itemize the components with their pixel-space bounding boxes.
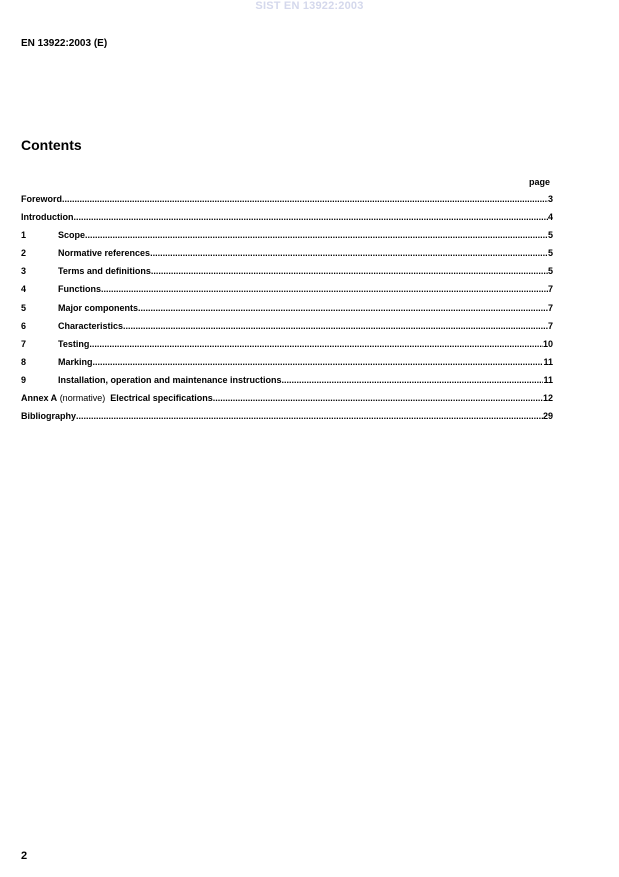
toc-entry-page: 7 xyxy=(547,302,553,313)
table-of-contents xyxy=(21,194,553,429)
watermark: SIST EN 13922:2003 xyxy=(255,0,364,12)
toc-leader-dots xyxy=(123,321,548,331)
toc-entry-page: 7 xyxy=(547,320,553,331)
toc-entry-label: Normative references xyxy=(58,248,151,259)
toc-entry-label: Scope xyxy=(58,230,86,241)
page-column-label: page xyxy=(528,177,550,187)
toc-entry-label: Marking xyxy=(58,356,93,367)
document-id: EN 13922:2003 (E) xyxy=(21,38,108,49)
toc-entry-label: Functions xyxy=(58,284,101,295)
toc-entry-testing[interactable] xyxy=(21,339,553,357)
toc-entry-scope[interactable] xyxy=(21,230,553,248)
toc-entry-page: 11 xyxy=(543,356,553,367)
toc-leader-dots xyxy=(93,357,544,367)
toc-entry-number: 3 xyxy=(21,266,27,277)
page-number: 2 xyxy=(21,850,28,862)
toc-entry-label: Characteristics xyxy=(58,320,124,331)
toc-entry-page: 11 xyxy=(543,374,553,385)
toc-entry-page: 10 xyxy=(542,338,553,349)
toc-entry-normative-references[interactable] xyxy=(21,248,553,266)
toc-entry-installation[interactable] xyxy=(21,375,553,393)
toc-entry-annex-a[interactable] xyxy=(21,393,553,411)
toc-entry-label: Foreword xyxy=(21,194,63,204)
toc-annex-qualifier: (normative) xyxy=(59,393,106,404)
toc-entry-number: 7 xyxy=(21,338,27,349)
toc-entry-number: 2 xyxy=(21,248,27,259)
toc-leader-dots xyxy=(138,303,548,313)
toc-entry-terms-and-definitions[interactable] xyxy=(21,266,553,284)
toc-entry-introduction[interactable] xyxy=(21,212,553,230)
toc-leader-dots xyxy=(151,266,548,276)
toc-leader-dots xyxy=(101,284,548,294)
toc-annex-label xyxy=(21,393,213,403)
toc-entry-number: 6 xyxy=(21,320,27,331)
toc-entry-label: Terms and definitions xyxy=(58,266,151,277)
toc-leader-dots xyxy=(89,339,543,349)
toc-entry-page: 4 xyxy=(547,212,553,223)
toc-entry-marking[interactable] xyxy=(21,357,553,375)
toc-leader-dots xyxy=(85,230,548,240)
toc-entry-page: 12 xyxy=(542,393,553,404)
toc-entry-label: Introduction xyxy=(21,212,74,223)
toc-entry-characteristics[interactable] xyxy=(21,321,553,339)
toc-entry-major-components[interactable] xyxy=(21,303,553,321)
toc-entry-bibliography[interactable] xyxy=(21,411,553,429)
toc-entry-page: 5 xyxy=(547,266,553,277)
toc-leader-dots xyxy=(74,212,548,222)
toc-entry-number: 8 xyxy=(21,356,27,367)
toc-leader-dots xyxy=(282,375,544,385)
toc-leader-dots xyxy=(76,411,543,421)
toc-leader-dots xyxy=(150,248,548,258)
toc-entry-foreword[interactable] xyxy=(21,194,553,212)
toc-entry-functions[interactable] xyxy=(21,284,553,302)
toc-annex-prefix: Annex A xyxy=(21,393,58,404)
toc-entry-number: 9 xyxy=(21,374,27,385)
toc-entry-label: Bibliography xyxy=(21,411,77,422)
toc-entry-label: Installation, operation and maintenance instructions xyxy=(58,374,282,385)
toc-entry-page: 5 xyxy=(547,230,553,241)
toc-entry-number: 5 xyxy=(21,302,27,313)
toc-leader-dots xyxy=(62,194,548,204)
toc-entry-page: 3 xyxy=(547,194,553,204)
toc-entry-page: 5 xyxy=(547,248,553,259)
toc-entry-number: 4 xyxy=(21,284,27,295)
contents-heading: Contents xyxy=(21,137,82,153)
toc-entry-label: Testing xyxy=(58,338,90,349)
toc-entry-page: 29 xyxy=(542,411,553,422)
toc-annex-title: Electrical specifications xyxy=(110,393,213,404)
toc-entry-number: 1 xyxy=(21,230,27,241)
toc-entry-page: 7 xyxy=(547,284,553,295)
toc-leader-dots xyxy=(213,393,543,403)
toc-entry-label: Major components xyxy=(58,302,139,313)
